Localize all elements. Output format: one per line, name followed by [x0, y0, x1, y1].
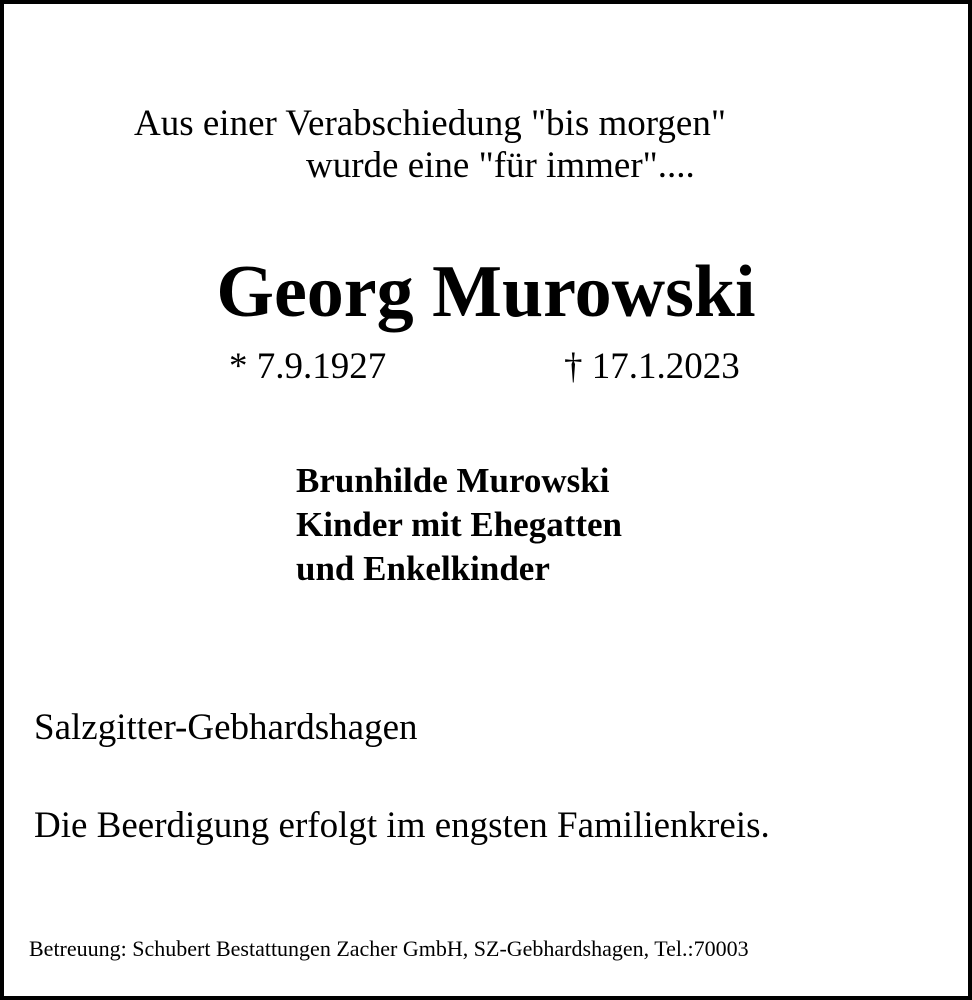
quote-line-2: wurde eine "für immer".... — [306, 145, 695, 186]
mourners-list — [296, 459, 622, 591]
place-name: Salzgitter-Gebhardshagen — [34, 707, 418, 748]
death-date: † 17.1.2023 — [564, 346, 740, 387]
mourner-line: und Enkelkinder — [296, 549, 550, 588]
funeral-note: Die Beerdigung erfolgt im engsten Familienkreis. — [34, 805, 770, 846]
deceased-name: Georg Murowski — [216, 251, 756, 333]
birth-date: * 7.9.1927 — [229, 346, 387, 387]
quote-line-1: Aus einer Verabschiedung "bis morgen" — [134, 103, 726, 144]
funeral-home-footer: Betreuung: Schubert Bestattungen Zacher GmbH, SZ-Gebhardshagen, Tel.:70003 — [29, 936, 749, 961]
mourner-line: Kinder mit Ehegatten — [296, 505, 623, 544]
mourner-line: Brunhilde Murowski — [296, 461, 610, 500]
